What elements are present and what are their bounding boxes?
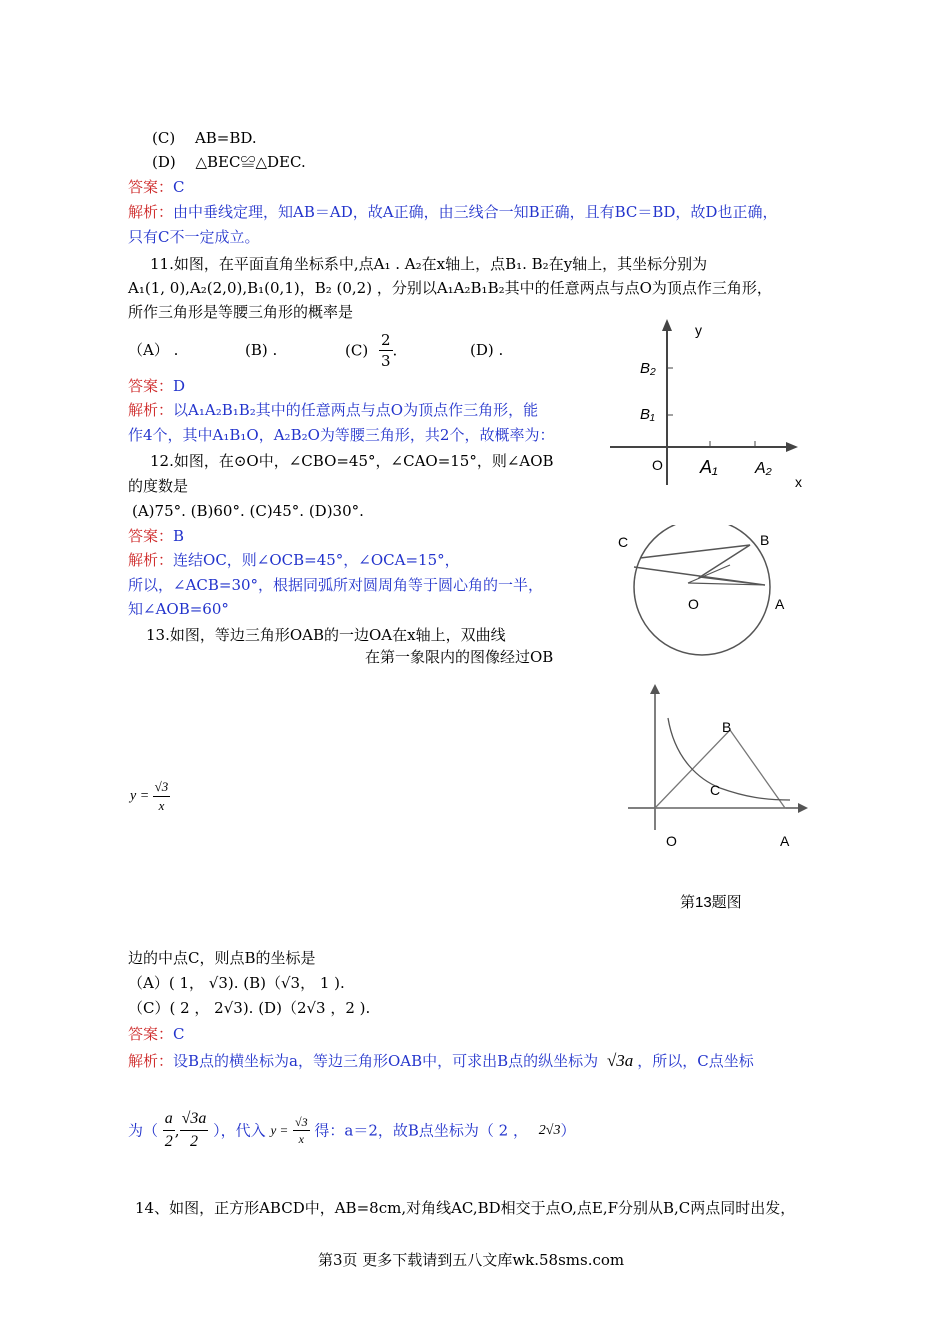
q11-explanation-line2: 作4个，其中A₁B₁O，A₂B₂O为等腰三角形，共2个，故概率为： bbox=[128, 426, 555, 444]
q11-option-c: (C) $\frac{2}{3}$ . bbox=[345, 331, 398, 370]
q13-answer-line: 答案：C bbox=[128, 1025, 185, 1043]
explanation-label: 解析： bbox=[128, 203, 174, 221]
c-label: C bbox=[710, 782, 721, 798]
q11-figure bbox=[600, 315, 840, 495]
q12-line2: 的度数是 bbox=[128, 477, 189, 495]
figure-caption: 第13题图 bbox=[680, 894, 742, 911]
q12-explanation-line: 解析：连结OC，则∠OCB=45°，∠OCA=15°， bbox=[128, 551, 460, 569]
x-label: x bbox=[795, 474, 802, 490]
c-label: C bbox=[618, 534, 629, 550]
a-label: A bbox=[780, 833, 790, 849]
q12-figure bbox=[610, 525, 810, 675]
o-label: O bbox=[666, 833, 677, 849]
q12-explanation-line2: 所以，∠ACB=30°，根据同弧所对圆周角等于圆心角的一半， bbox=[128, 576, 544, 594]
x-arrow bbox=[798, 803, 808, 813]
q12-options: (A)75°. (B)60°. (C)45°. (D)30°. bbox=[132, 502, 364, 520]
y-label: y bbox=[695, 322, 702, 338]
q11-line2: A₁(1, 0),A₂(2,0),B₁(0,1)，B₂ (0,2) ，分别以A₁A₂B₁B₂其中的任意两点与点O为顶点作三角形， bbox=[128, 279, 772, 297]
answer-value: C bbox=[173, 178, 185, 196]
page-footer: 第3页 更多下载请到五八文库wk.58sms.com bbox=[318, 1251, 625, 1269]
q12-answer-line: 答案：B bbox=[128, 527, 185, 545]
explanation-text: 由中垂线定理，知AB＝AD，故A正确，由三线合一知B正确，且有BC＝BD，故D也正确， bbox=[173, 203, 778, 221]
q12-line1: 12.如图，在⊙O中，∠CBO=45°，∠CAO=15°，则∠AOB bbox=[150, 452, 554, 470]
b2-label: B₂ bbox=[640, 360, 656, 377]
fraction: $\frac{2}{3}$ bbox=[380, 331, 391, 370]
b1-label: B₁ bbox=[640, 406, 655, 423]
b-label: B bbox=[760, 532, 770, 548]
q13-explanation-line: 解析：设B点的横坐标为a，等边三角形OAB中，可求出B点的纵坐标为 √3a ，所以，C点坐标 bbox=[128, 1051, 754, 1070]
y-arrow bbox=[662, 319, 672, 331]
q12-explanation-line3: 知∠AOB=60° bbox=[128, 600, 229, 618]
q11-option-a: （A） . bbox=[128, 341, 179, 359]
o-label: O bbox=[688, 596, 699, 612]
answer-label: 答案： bbox=[128, 178, 174, 196]
x-arrow bbox=[786, 442, 798, 452]
q13-line3: 边的中点C，则点B的坐标是 bbox=[128, 949, 316, 967]
b-label: B bbox=[722, 719, 732, 735]
q13-options-cd: （C）( 2 ， 2√3). (D)（2√3 ，2 ). bbox=[128, 999, 371, 1017]
answer-line bbox=[128, 177, 185, 197]
a2-label: A₂ bbox=[755, 460, 772, 477]
q11-option-b: (B) . bbox=[245, 341, 278, 359]
q11-line3: 所作三角形是等腰三角形的概率是 bbox=[128, 303, 354, 321]
q11-explanation-line: 解析：以A₁A₂B₁B₂其中的任意两点与点O为顶点作三角形，能 bbox=[128, 401, 539, 419]
q14-line1: 14、如图，正方形ABCD中，AB=8cm,对角线AC,BD相交于点O,点E,F分别从B,C两点同时出发， bbox=[135, 1199, 796, 1217]
option-d: (D) △BEC≌△DEC. bbox=[152, 153, 306, 171]
chords bbox=[634, 545, 765, 585]
a1-label: A₁ bbox=[700, 457, 718, 477]
q13-options-ab: （A）( 1， √3). (B)（√3， 1 ). bbox=[128, 974, 345, 992]
q11-line1: 11.如图，在平面直角坐标系中,点A₁ . A₂在x轴上，点B₁. B₂在y轴上，其坐标分别为 bbox=[150, 255, 708, 273]
math-sqrt3a: √3a bbox=[606, 1051, 634, 1070]
hyperbola-equation: y = $\frac{√3}{x}$ bbox=[130, 779, 169, 813]
q13-line2: 在第一象限内的图像经过OB bbox=[365, 648, 554, 666]
y-arrow bbox=[650, 684, 660, 694]
a-label: A bbox=[775, 596, 785, 612]
origin-label: O bbox=[652, 457, 663, 473]
option-c: (C) AB=BD. bbox=[152, 129, 257, 147]
explanation-text-2: 只有C不一定成立。 bbox=[128, 228, 260, 246]
q13-explanation-line2: 为（ $\frac{a}{2}$ , $\frac{√3a}{2}$ ），代入 y = $\frac{√3}{x}$ 得：a＝2，故B点坐标为（ 2 ， 2√3） bbox=[128, 1110, 576, 1150]
q11-option-d: (D) . bbox=[470, 341, 504, 359]
explanation-line bbox=[128, 202, 777, 222]
q11-answer-line: 答案：D bbox=[128, 377, 186, 395]
q13-figure bbox=[620, 680, 820, 860]
q13-line1: 13.如图，等边三角形OAB的一边OA在x轴上，双曲线 bbox=[146, 626, 506, 644]
